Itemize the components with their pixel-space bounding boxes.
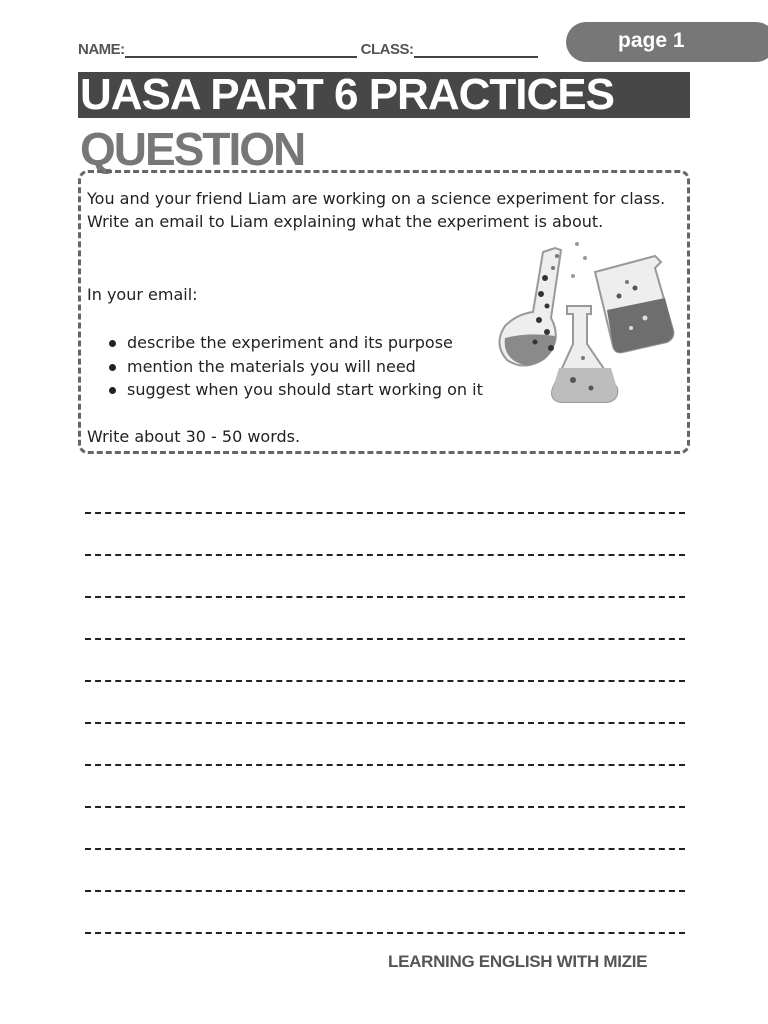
- answer-line[interactable]: [85, 764, 685, 806]
- answer-line[interactable]: [85, 638, 685, 680]
- answer-line[interactable]: [85, 890, 685, 932]
- question-lead: In your email:: [87, 285, 198, 304]
- answer-line[interactable]: [85, 596, 685, 638]
- answer-line[interactable]: [85, 848, 685, 890]
- section-title: QUESTION: [80, 123, 305, 175]
- answer-line[interactable]: [85, 512, 685, 554]
- bullet-item: describe the experiment and its purpose: [105, 331, 483, 355]
- answer-line[interactable]: [85, 680, 685, 722]
- page-title: UASA PART 6 PRACTICES: [80, 72, 614, 118]
- name-label: NAME:: [78, 41, 125, 58]
- student-info-header: [78, 28, 542, 58]
- footer-credit: LEARNING ENGLISH WITH MIZIE: [388, 952, 648, 971]
- word-limit: Write about 30 - 50 words.: [87, 427, 301, 446]
- class-label: CLASS:: [360, 41, 414, 58]
- page-number-label: page 1: [618, 29, 685, 52]
- question-bullets: [105, 331, 483, 402]
- answer-line[interactable]: [85, 722, 685, 764]
- name-field[interactable]: [125, 44, 357, 58]
- bullet-item: mention the materials you will need: [105, 355, 483, 379]
- page-number-badge: [566, 22, 768, 62]
- title-banner: [78, 72, 690, 118]
- question-intro: You and your friend Liam are working on a science experiment for class. Write an email to Liam explaining what the experiment is about.: [87, 189, 666, 231]
- writing-lines[interactable]: [85, 512, 685, 974]
- answer-line[interactable]: [85, 554, 685, 596]
- answer-line[interactable]: [85, 806, 685, 848]
- class-field[interactable]: [414, 44, 538, 58]
- bullet-item: suggest when you should start working on it: [105, 378, 483, 402]
- science-flasks-icon: [495, 240, 680, 410]
